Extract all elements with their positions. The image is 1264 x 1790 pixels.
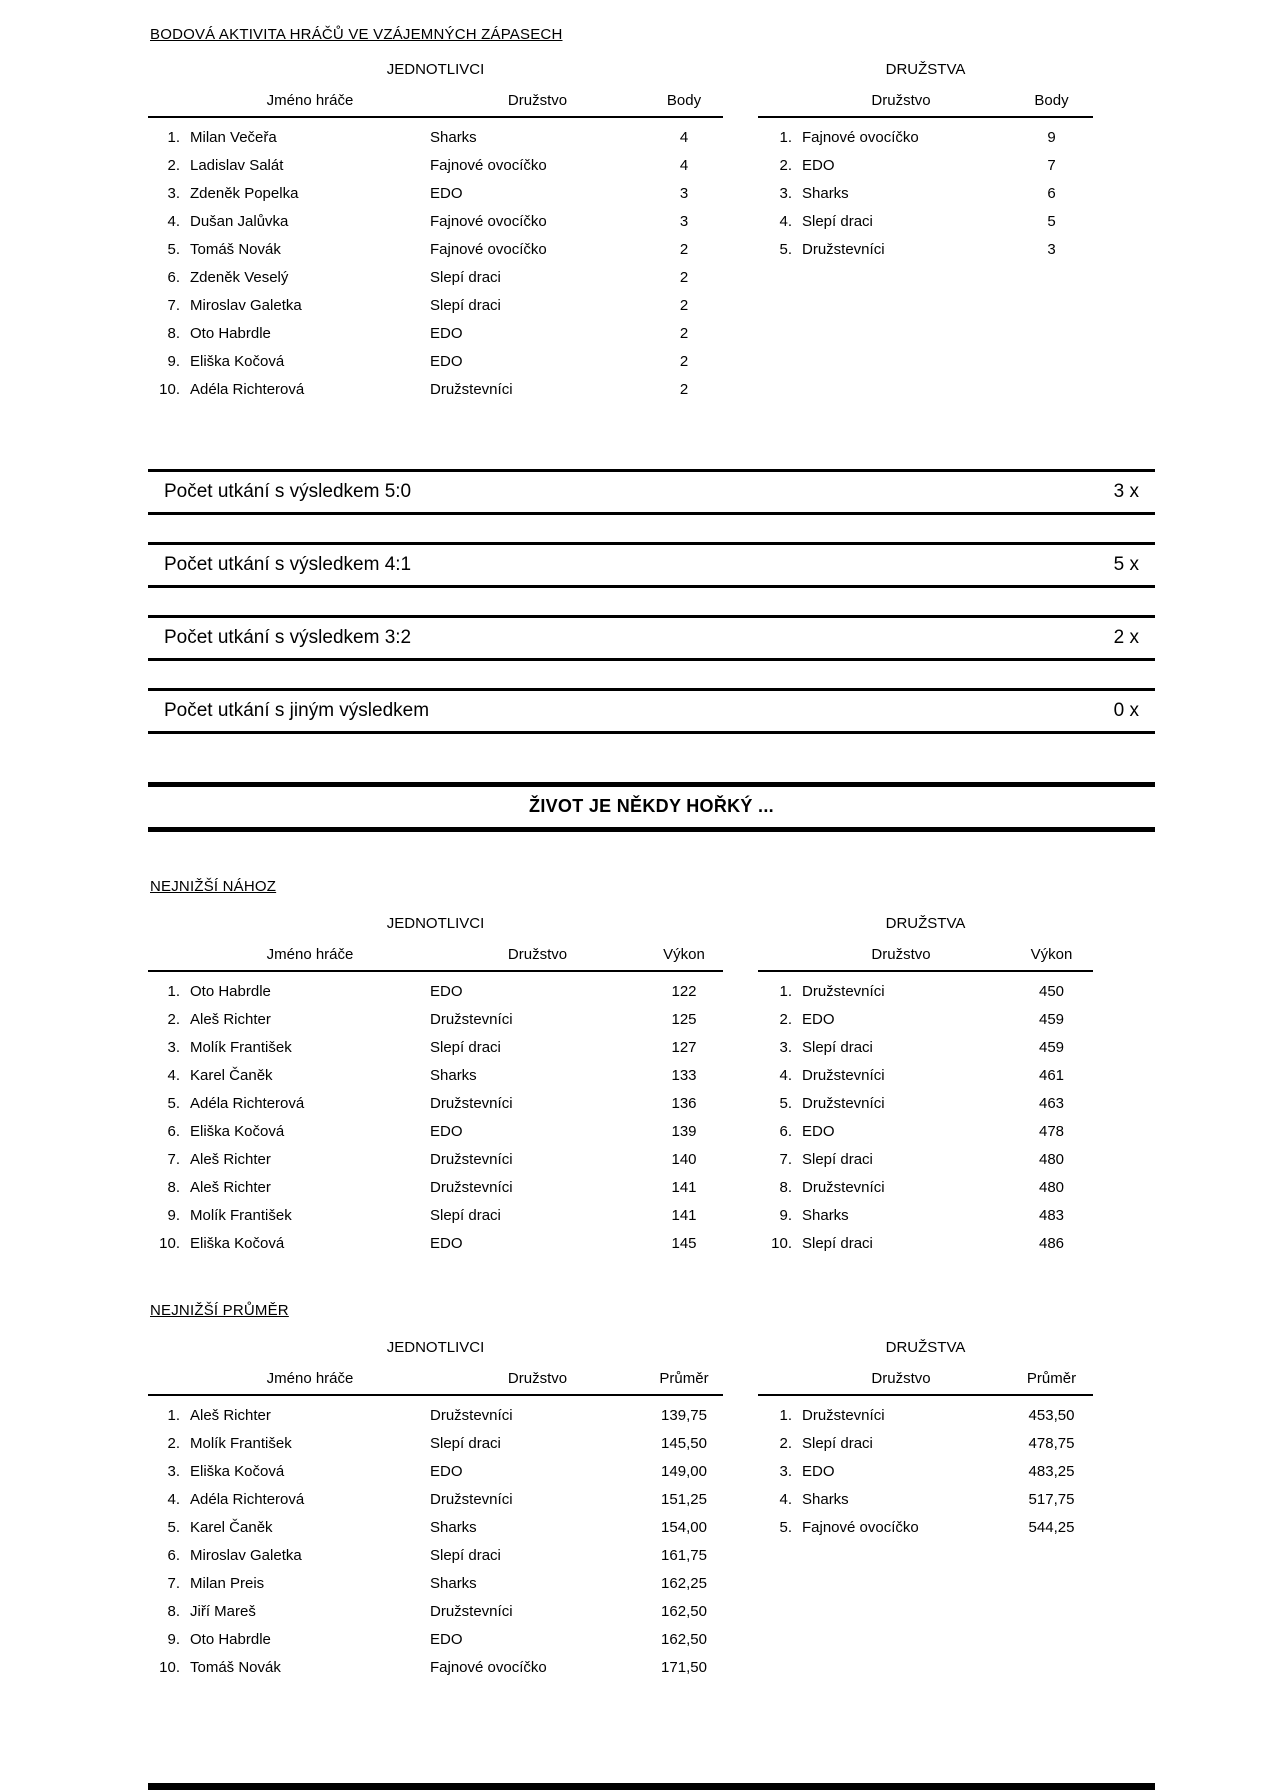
rank-cell: 8.	[167, 1178, 180, 1196]
team-cell: Družstevníci	[802, 982, 885, 1000]
team-cell: Slepí draci	[430, 1546, 501, 1564]
column-header-value: Výkon	[663, 946, 705, 963]
value-cell: 141	[671, 1206, 697, 1224]
value-cell: 4	[679, 156, 689, 174]
table-row	[148, 207, 723, 235]
column-header-team: Družstvo	[871, 92, 931, 109]
table-row	[148, 1117, 723, 1145]
result-box-count: 2 x	[1113, 627, 1139, 648]
table-header	[758, 1370, 1093, 1396]
table-row	[148, 1033, 723, 1061]
name-cell: Molík František	[190, 1206, 292, 1224]
value-cell: 171,50	[661, 1658, 707, 1676]
rank-cell: 4.	[779, 1490, 792, 1508]
column-header-value: Výkon	[1030, 946, 1073, 963]
table-row	[148, 1513, 723, 1541]
table-row	[758, 1201, 1093, 1229]
value-cell: 3	[679, 184, 689, 202]
team-cell: EDO	[430, 324, 463, 342]
column-header-team: Družstvo	[507, 92, 568, 109]
name-cell: Zdeněk Popelka	[190, 184, 299, 202]
value-cell: 154,00	[661, 1518, 707, 1536]
table-row	[148, 151, 723, 179]
rank-cell: 2.	[167, 156, 180, 174]
table-row	[148, 1061, 723, 1089]
value-cell: 459	[1038, 1010, 1065, 1028]
result-box-count: 3 x	[1113, 481, 1139, 502]
column-header-value: Průměr	[1026, 1370, 1077, 1387]
name-cell: Karel Čaněk	[190, 1066, 273, 1084]
team-cell: Sharks	[430, 1066, 477, 1084]
value-cell: 139,75	[661, 1406, 707, 1424]
table-row	[758, 1429, 1093, 1457]
table-header	[148, 92, 723, 118]
team-cell: Družstevníci	[802, 1178, 885, 1196]
rank-cell: 1.	[779, 982, 792, 1000]
rank-cell: 2.	[779, 156, 792, 174]
value-cell: 480	[1038, 1178, 1065, 1196]
result-box-label: Počet utkání s výsledkem 5:0	[164, 481, 412, 502]
team-cell: EDO	[430, 982, 463, 1000]
table-row	[758, 1033, 1093, 1061]
result-box-count: 5 x	[1113, 554, 1139, 575]
name-cell: Tomáš Novák	[190, 1658, 281, 1676]
value-cell: 139	[671, 1122, 697, 1140]
team-cell: Slepí draci	[802, 212, 873, 230]
column-header-team: Družstvo	[507, 946, 568, 963]
bodova-teams-table	[758, 61, 1093, 403]
table-row	[758, 1061, 1093, 1089]
team-cell: Sharks	[430, 1518, 477, 1536]
bodova-individuals-table	[148, 61, 723, 403]
team-cell: Družstevníci	[430, 1178, 513, 1196]
name-cell: Adéla Richterová	[190, 1490, 305, 1508]
section-heading-prumer: NEJNIŽŠÍ PRŮMĚR	[150, 1302, 289, 1319]
column-header-team: Družstvo	[871, 946, 931, 963]
name-cell: Oto Habrdle	[190, 982, 271, 1000]
name-cell: Ladislav Salát	[190, 156, 284, 174]
table-row	[148, 1597, 723, 1625]
table-row	[758, 1173, 1093, 1201]
team-cell: Slepí draci	[430, 1038, 501, 1056]
table-row	[148, 263, 723, 291]
value-cell: 517,75	[1028, 1490, 1075, 1508]
rank-cell: 10.	[159, 1234, 180, 1252]
team-cell: Slepí draci	[430, 1434, 501, 1452]
table-row	[148, 1625, 723, 1653]
result-box-4-1	[148, 542, 1155, 588]
value-cell: 3	[1047, 240, 1056, 258]
table-row	[148, 123, 723, 151]
table-row	[758, 1513, 1093, 1541]
table-header	[758, 946, 1093, 972]
team-cell: Fajnové ovocíčko	[430, 240, 547, 258]
team-cell: EDO	[430, 1122, 463, 1140]
rank-cell: 10.	[771, 1234, 792, 1252]
table-row	[758, 1117, 1093, 1145]
prumer-teams-table	[758, 1339, 1093, 1681]
table-row	[758, 1229, 1093, 1257]
table-row	[148, 1201, 723, 1229]
value-cell: 2	[679, 240, 689, 258]
table-row	[148, 1569, 723, 1597]
value-cell: 140	[671, 1150, 697, 1168]
team-cell: Slepí draci	[430, 296, 501, 314]
section-heading-nahoz: NEJNIŽŠÍ NÁHOZ	[150, 878, 277, 895]
value-cell: 2	[679, 268, 689, 286]
page-title: BODOVÁ AKTIVITA HRÁČŮ VE VZÁJEMNÝCH ZÁPASECH	[150, 26, 563, 43]
team-cell: Družstevníci	[802, 1066, 885, 1084]
rank-cell: 3.	[779, 1038, 792, 1056]
column-header-name: Jméno hráče	[266, 946, 354, 963]
team-cell: EDO	[430, 184, 463, 202]
table-title-individuals: JEDNOTLIVCI	[386, 915, 485, 932]
team-cell: EDO	[802, 1122, 835, 1140]
team-cell: Družstevníci	[430, 1490, 513, 1508]
value-cell: 3	[679, 212, 689, 230]
rank-cell: 8.	[167, 324, 180, 342]
value-cell: 162,25	[661, 1574, 707, 1592]
bottom-rule	[148, 1783, 1155, 1790]
value-cell: 141	[671, 1178, 697, 1196]
table-row	[148, 235, 723, 263]
team-cell: Družstevníci	[430, 1150, 513, 1168]
value-cell: 544,25	[1028, 1518, 1075, 1536]
rank-cell: 8.	[779, 1178, 792, 1196]
prumer-tables	[148, 1339, 1155, 1681]
value-cell: 450	[1038, 982, 1065, 1000]
rank-cell: 1.	[167, 1406, 180, 1424]
table-row	[758, 1145, 1093, 1173]
column-header-team: Družstvo	[871, 1370, 931, 1387]
team-cell: Slepí draci	[802, 1150, 873, 1168]
name-cell: Aleš Richter	[190, 1178, 271, 1196]
table-body	[148, 1401, 723, 1681]
table-body	[758, 977, 1093, 1257]
rank-cell: 10.	[159, 1658, 180, 1676]
value-cell: 2	[679, 352, 689, 370]
rank-cell: 4.	[779, 212, 792, 230]
result-box-label: Počet utkání s výsledkem 3:2	[164, 627, 412, 648]
team-cell: Sharks	[430, 128, 477, 146]
name-cell: Aleš Richter	[190, 1010, 271, 1028]
rank-cell: 7.	[167, 1574, 180, 1592]
table-row	[758, 1089, 1093, 1117]
team-cell: Slepí draci	[802, 1038, 873, 1056]
value-cell: 4	[679, 128, 689, 146]
name-cell: Eliška Kočová	[190, 1462, 285, 1480]
table-row	[148, 1429, 723, 1457]
rank-cell: 4.	[779, 1066, 792, 1084]
rank-cell: 1.	[167, 982, 180, 1000]
name-cell: Milan Večeřa	[190, 128, 277, 146]
table-row	[148, 1485, 723, 1513]
name-cell: Eliška Kočová	[190, 352, 285, 370]
team-cell: Slepí draci	[802, 1434, 873, 1452]
team-cell: Družstevníci	[802, 1406, 885, 1424]
table-row	[758, 1485, 1093, 1513]
table-row	[148, 1145, 723, 1173]
result-box-5-0	[148, 469, 1155, 515]
nahoz-teams-table	[758, 915, 1093, 1257]
name-cell: Eliška Kočová	[190, 1234, 285, 1252]
result-box-count: 0 x	[1113, 700, 1139, 721]
value-cell: 478	[1038, 1122, 1065, 1140]
rank-cell: 6.	[167, 1122, 180, 1140]
table-row	[148, 375, 723, 403]
team-cell: Družstevníci	[430, 1602, 513, 1620]
team-cell: Družstevníci	[430, 1010, 513, 1028]
rank-cell: 3.	[779, 1462, 792, 1480]
value-cell: 149,00	[661, 1462, 707, 1480]
value-cell: 6	[1047, 184, 1056, 202]
column-header-name: Jméno hráče	[266, 1370, 354, 1387]
value-cell: 463	[1038, 1094, 1065, 1112]
table-row	[758, 977, 1093, 1005]
table-row	[758, 235, 1093, 263]
table-row	[148, 1401, 723, 1429]
value-cell: 7	[1047, 156, 1056, 174]
rank-cell: 2.	[779, 1434, 792, 1452]
team-cell: Sharks	[802, 184, 849, 202]
team-cell: Družstevníci	[430, 1406, 513, 1424]
value-cell: 480	[1038, 1150, 1065, 1168]
name-cell: Eliška Kočová	[190, 1122, 285, 1140]
table-row	[148, 1653, 723, 1681]
rank-cell: 6.	[167, 1546, 180, 1564]
name-cell: Adéla Richterová	[190, 1094, 305, 1112]
name-cell: Adéla Richterová	[190, 380, 305, 398]
column-header-value: Body	[1034, 92, 1069, 109]
table-row	[758, 123, 1093, 151]
value-cell: 478,75	[1028, 1434, 1075, 1452]
bodova-tables	[148, 61, 1155, 403]
name-cell: Molík František	[190, 1434, 292, 1452]
value-cell: 9	[1047, 128, 1056, 146]
value-cell: 2	[679, 380, 689, 398]
team-cell: Fajnové ovocíčko	[430, 156, 547, 174]
team-cell: EDO	[430, 1630, 463, 1648]
name-cell: Karel Čaněk	[190, 1518, 273, 1536]
rank-cell: 5.	[167, 240, 180, 258]
team-cell: Sharks	[430, 1574, 477, 1592]
team-cell: Slepí draci	[430, 1206, 501, 1224]
rank-cell: 9.	[779, 1206, 792, 1224]
name-cell: Molík František	[190, 1038, 292, 1056]
team-cell: EDO	[430, 352, 463, 370]
value-cell: 162,50	[661, 1630, 707, 1648]
result-box-other	[148, 688, 1155, 734]
rank-cell: 7.	[167, 296, 180, 314]
name-cell: Tomáš Novák	[190, 240, 281, 258]
value-cell: 5	[1047, 212, 1056, 230]
table-row	[148, 1229, 723, 1257]
value-cell: 459	[1038, 1038, 1065, 1056]
rank-cell: 10.	[159, 380, 180, 398]
table-row	[148, 1541, 723, 1569]
rank-cell: 4.	[167, 1066, 180, 1084]
table-title-teams: DRUŽSTVA	[885, 915, 966, 932]
table-row	[148, 1173, 723, 1201]
table-header	[148, 1370, 723, 1396]
team-cell: Sharks	[802, 1490, 849, 1508]
rank-cell: 2.	[167, 1434, 180, 1452]
name-cell: Miroslav Galetka	[190, 296, 302, 314]
team-cell: Družstevníci	[802, 1094, 885, 1112]
rank-cell: 1.	[779, 1406, 792, 1424]
team-cell: Slepí draci	[802, 1234, 873, 1252]
rank-cell: 2.	[167, 1010, 180, 1028]
result-box-3-2	[148, 615, 1155, 661]
table-row	[148, 319, 723, 347]
value-cell: 136	[671, 1094, 697, 1112]
table-row	[148, 291, 723, 319]
rank-cell: 5.	[779, 1094, 792, 1112]
table-row	[148, 1005, 723, 1033]
table-body	[758, 123, 1093, 263]
table-row	[758, 179, 1093, 207]
table-row	[148, 1457, 723, 1485]
rank-cell: 5.	[167, 1094, 180, 1112]
prumer-individuals-table	[148, 1339, 723, 1681]
name-cell: Milan Preis	[190, 1574, 265, 1592]
team-cell: Fajnové ovocíčko	[430, 1658, 547, 1676]
table-row	[148, 977, 723, 1005]
value-cell: 2	[679, 324, 689, 342]
name-cell: Aleš Richter	[190, 1406, 271, 1424]
name-cell: Aleš Richter	[190, 1150, 271, 1168]
rank-cell: 6.	[167, 268, 180, 286]
team-cell: Sharks	[802, 1206, 849, 1224]
table-body	[758, 1401, 1093, 1541]
rank-cell: 8.	[167, 1602, 180, 1620]
table-row	[758, 151, 1093, 179]
table-body	[148, 123, 723, 403]
team-cell: Fajnové ovocíčko	[802, 1518, 919, 1536]
rank-cell: 3.	[167, 184, 180, 202]
column-header-team: Družstvo	[507, 1370, 568, 1387]
nahoz-tables	[148, 915, 1155, 1257]
banner-title: ŽIVOT JE NĚKDY HOŘKÝ ...	[529, 796, 774, 816]
team-cell: Družstevníci	[430, 1094, 513, 1112]
value-cell: 161,75	[661, 1546, 707, 1564]
table-title-teams: DRUŽSTVA	[885, 1339, 966, 1356]
value-cell: 122	[671, 982, 697, 1000]
result-summary	[148, 469, 1155, 734]
table-body	[148, 977, 723, 1257]
rank-cell: 1.	[779, 128, 792, 146]
rank-cell: 7.	[779, 1150, 792, 1168]
team-cell: Fajnové ovocíčko	[430, 212, 547, 230]
rank-cell: 3.	[167, 1462, 180, 1480]
table-row	[758, 207, 1093, 235]
rank-cell: 3.	[779, 184, 792, 202]
table-row	[148, 1089, 723, 1117]
table-title-teams: DRUŽSTVA	[885, 61, 966, 78]
table-header	[758, 92, 1093, 118]
value-cell: 133	[671, 1066, 697, 1084]
value-cell: 2	[679, 296, 689, 314]
name-cell: Zdeněk Veselý	[190, 268, 289, 286]
value-cell: 127	[671, 1038, 697, 1056]
rank-cell: 5.	[779, 1518, 792, 1536]
rank-cell: 6.	[779, 1122, 792, 1140]
team-cell: EDO	[802, 1462, 835, 1480]
value-cell: 145	[671, 1234, 697, 1252]
rank-cell: 3.	[167, 1038, 180, 1056]
team-cell: Slepí draci	[430, 268, 501, 286]
rank-cell: 4.	[167, 212, 180, 230]
value-cell: 151,25	[661, 1490, 707, 1508]
column-header-value: Body	[666, 92, 702, 109]
team-cell: EDO	[430, 1462, 463, 1480]
value-cell: 486	[1038, 1234, 1065, 1252]
section-banner	[148, 782, 1155, 832]
value-cell: 461	[1038, 1066, 1065, 1084]
name-cell: Oto Habrdle	[190, 1630, 271, 1648]
result-box-label: Počet utkání s jiným výsledkem	[164, 700, 430, 721]
value-cell: 145,50	[661, 1434, 707, 1452]
table-row	[148, 347, 723, 375]
table-row	[758, 1005, 1093, 1033]
table-title-individuals: JEDNOTLIVCI	[386, 61, 485, 78]
name-cell: Dušan Jalůvka	[190, 212, 289, 230]
table-row	[148, 179, 723, 207]
rank-cell: 7.	[167, 1150, 180, 1168]
team-cell: Družstevníci	[430, 380, 513, 398]
value-cell: 483,25	[1028, 1462, 1075, 1480]
result-box-label: Počet utkání s výsledkem 4:1	[164, 554, 412, 575]
value-cell: 162,50	[661, 1602, 707, 1620]
column-header-value: Průměr	[659, 1370, 709, 1387]
rank-cell: 4.	[167, 1490, 180, 1508]
rank-cell: 5.	[779, 240, 792, 258]
rank-cell: 1.	[167, 128, 180, 146]
rank-cell: 9.	[167, 352, 180, 370]
table-row	[758, 1457, 1093, 1485]
rank-cell: 5.	[167, 1518, 180, 1536]
nahoz-individuals-table	[148, 915, 723, 1257]
team-cell: Družstevníci	[802, 240, 885, 258]
name-cell: Jiří Mareš	[190, 1602, 256, 1620]
name-cell: Oto Habrdle	[190, 324, 271, 342]
column-header-name: Jméno hráče	[266, 92, 354, 109]
value-cell: 125	[671, 1010, 697, 1028]
table-title-individuals: JEDNOTLIVCI	[386, 1339, 485, 1356]
team-cell: EDO	[802, 1010, 835, 1028]
value-cell: 453,50	[1028, 1406, 1075, 1424]
table-header	[148, 946, 723, 972]
rank-cell: 2.	[779, 1010, 792, 1028]
team-cell: EDO	[802, 156, 835, 174]
team-cell: Fajnové ovocíčko	[802, 128, 919, 146]
value-cell: 483	[1038, 1206, 1065, 1224]
rank-cell: 9.	[167, 1206, 180, 1224]
rank-cell: 9.	[167, 1630, 180, 1648]
team-cell: EDO	[430, 1234, 463, 1252]
name-cell: Miroslav Galetka	[190, 1546, 302, 1564]
table-row	[758, 1401, 1093, 1429]
